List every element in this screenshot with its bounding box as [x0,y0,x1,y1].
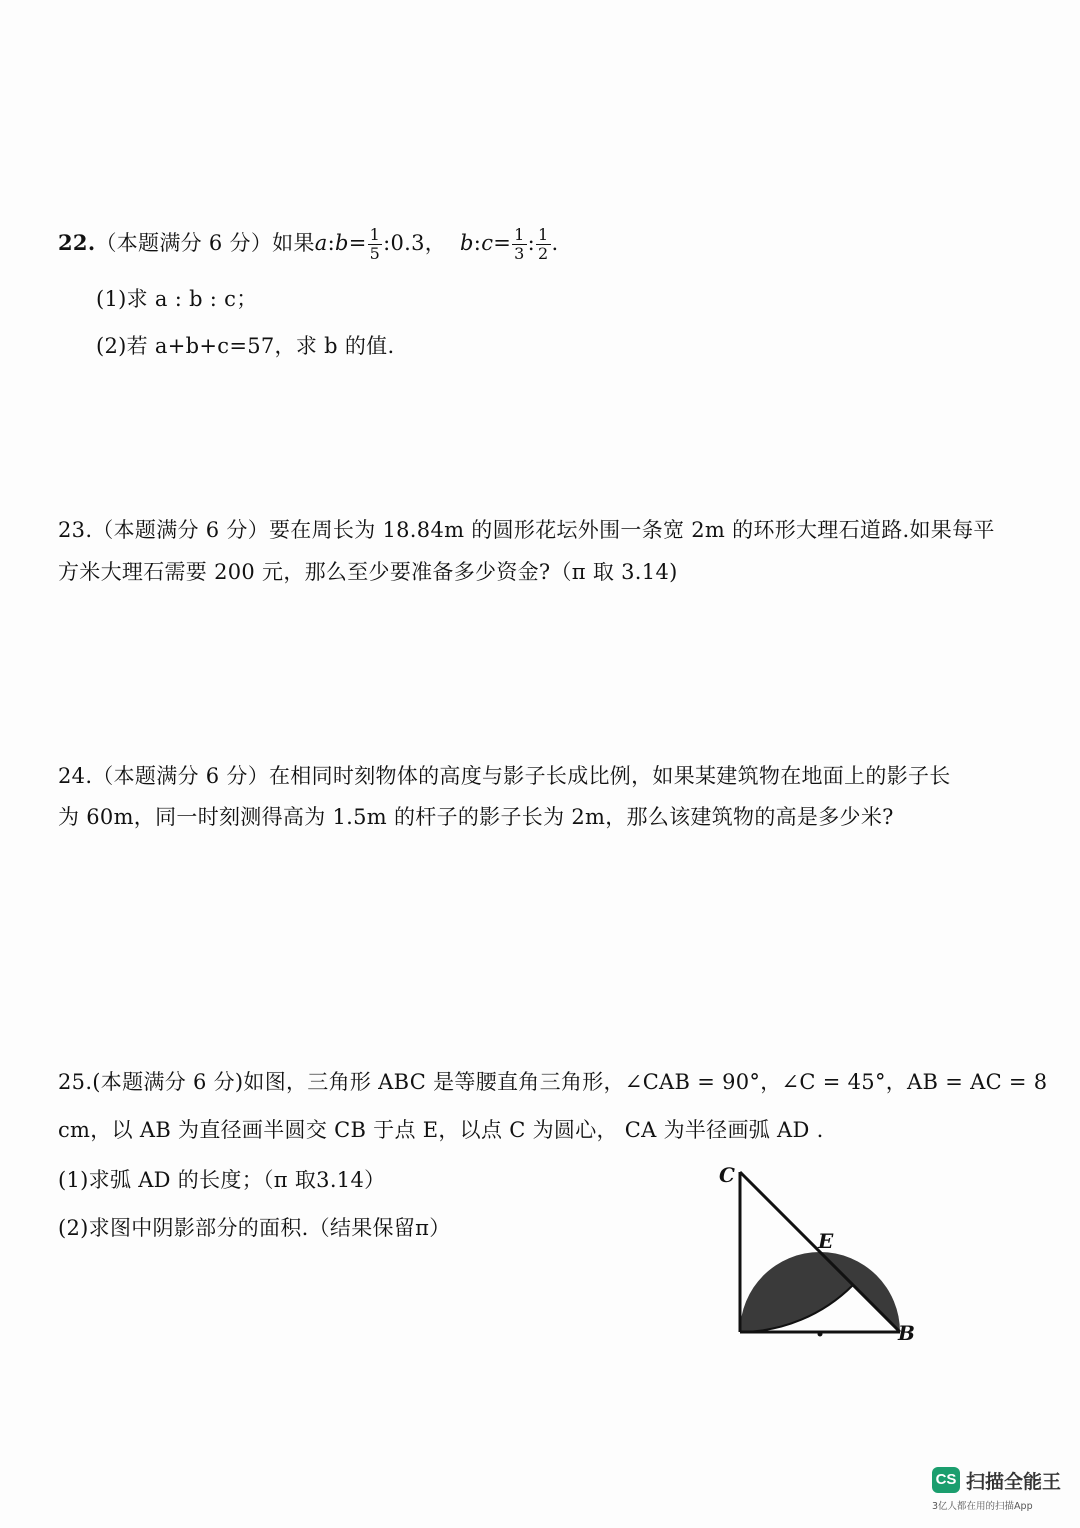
colon: : [327,231,335,255]
colon: : [527,231,536,255]
label-e: E [818,1229,834,1253]
label-c: C [719,1163,735,1187]
ratio-tail: :0.3， [383,231,447,255]
q25-part1: (1)求弧 AD 的长度；（π 取3.14） [58,1168,386,1192]
scanner-watermark [930,1465,1065,1515]
fraction-one-fifth: $\frac{1}{5}$ [369,225,381,263]
q22-part2: (2)若 a+b+c=57，求 b 的值. [96,334,395,358]
equals: = [348,231,367,255]
geometry-figure [715,1158,925,1353]
q22-statement [58,226,559,263]
scanner-subtitle: 3亿人都在用的扫描App [932,1501,1033,1512]
q22-part1: (1)求 a : b : c； [96,287,258,311]
scanner-logo-icon: CS [932,1467,960,1493]
q24-line2: 为 60m，同一时刻测得高为 1.5m 的杆子的影子长为 2m，那么该建筑物的高是多少米? [58,805,894,829]
q22-number: 22. [58,230,96,255]
period: . [551,231,559,255]
scanner-title: 扫描全能王 [966,1471,1062,1493]
fraction-one-half: $\frac{1}{2}$ [538,225,549,263]
var-b: b [334,231,349,255]
var-a: a [314,231,328,255]
var-b: b [460,231,474,255]
label-b: B [898,1321,915,1345]
q23-line1: 23.（本题满分 6 分）要在周长为 18.84m 的圆形花坛外围一条宽 2m 的环形大理石道路.如果每平 [58,518,995,542]
var-c: c [481,231,494,255]
q24-line1: 24.（本题满分 6 分）在相同时刻物体的高度与影子长成比例，如果某建筑物在地面上的影子长 [58,764,951,788]
center-point [818,1332,823,1337]
fraction-one-third: $\frac{1}{3}$ [514,225,525,263]
q25-part2: (2)求图中阴影部分的面积.（结果保留π） [58,1216,451,1240]
equals: = [493,231,512,255]
colon: : [473,231,482,255]
q25-line1: 25.(本题满分 6 分)如图，三角形 ABC 是等腰直角三角形，∠CAB = 90°，∠C = 45°，AB = AC = 8 [58,1070,1048,1094]
q22-head: （本题满分 6 分）如果 [95,231,315,255]
q25-line2: cm，以 AB 为直径画半圆交 CB 于点 E，以点 C 为圆心， CA 为半径画弧 AD . [58,1118,824,1142]
q23-line2: 方米大理石需要 200 元，那么至少要准备多少资金?（π 取 3.14) [58,560,678,584]
